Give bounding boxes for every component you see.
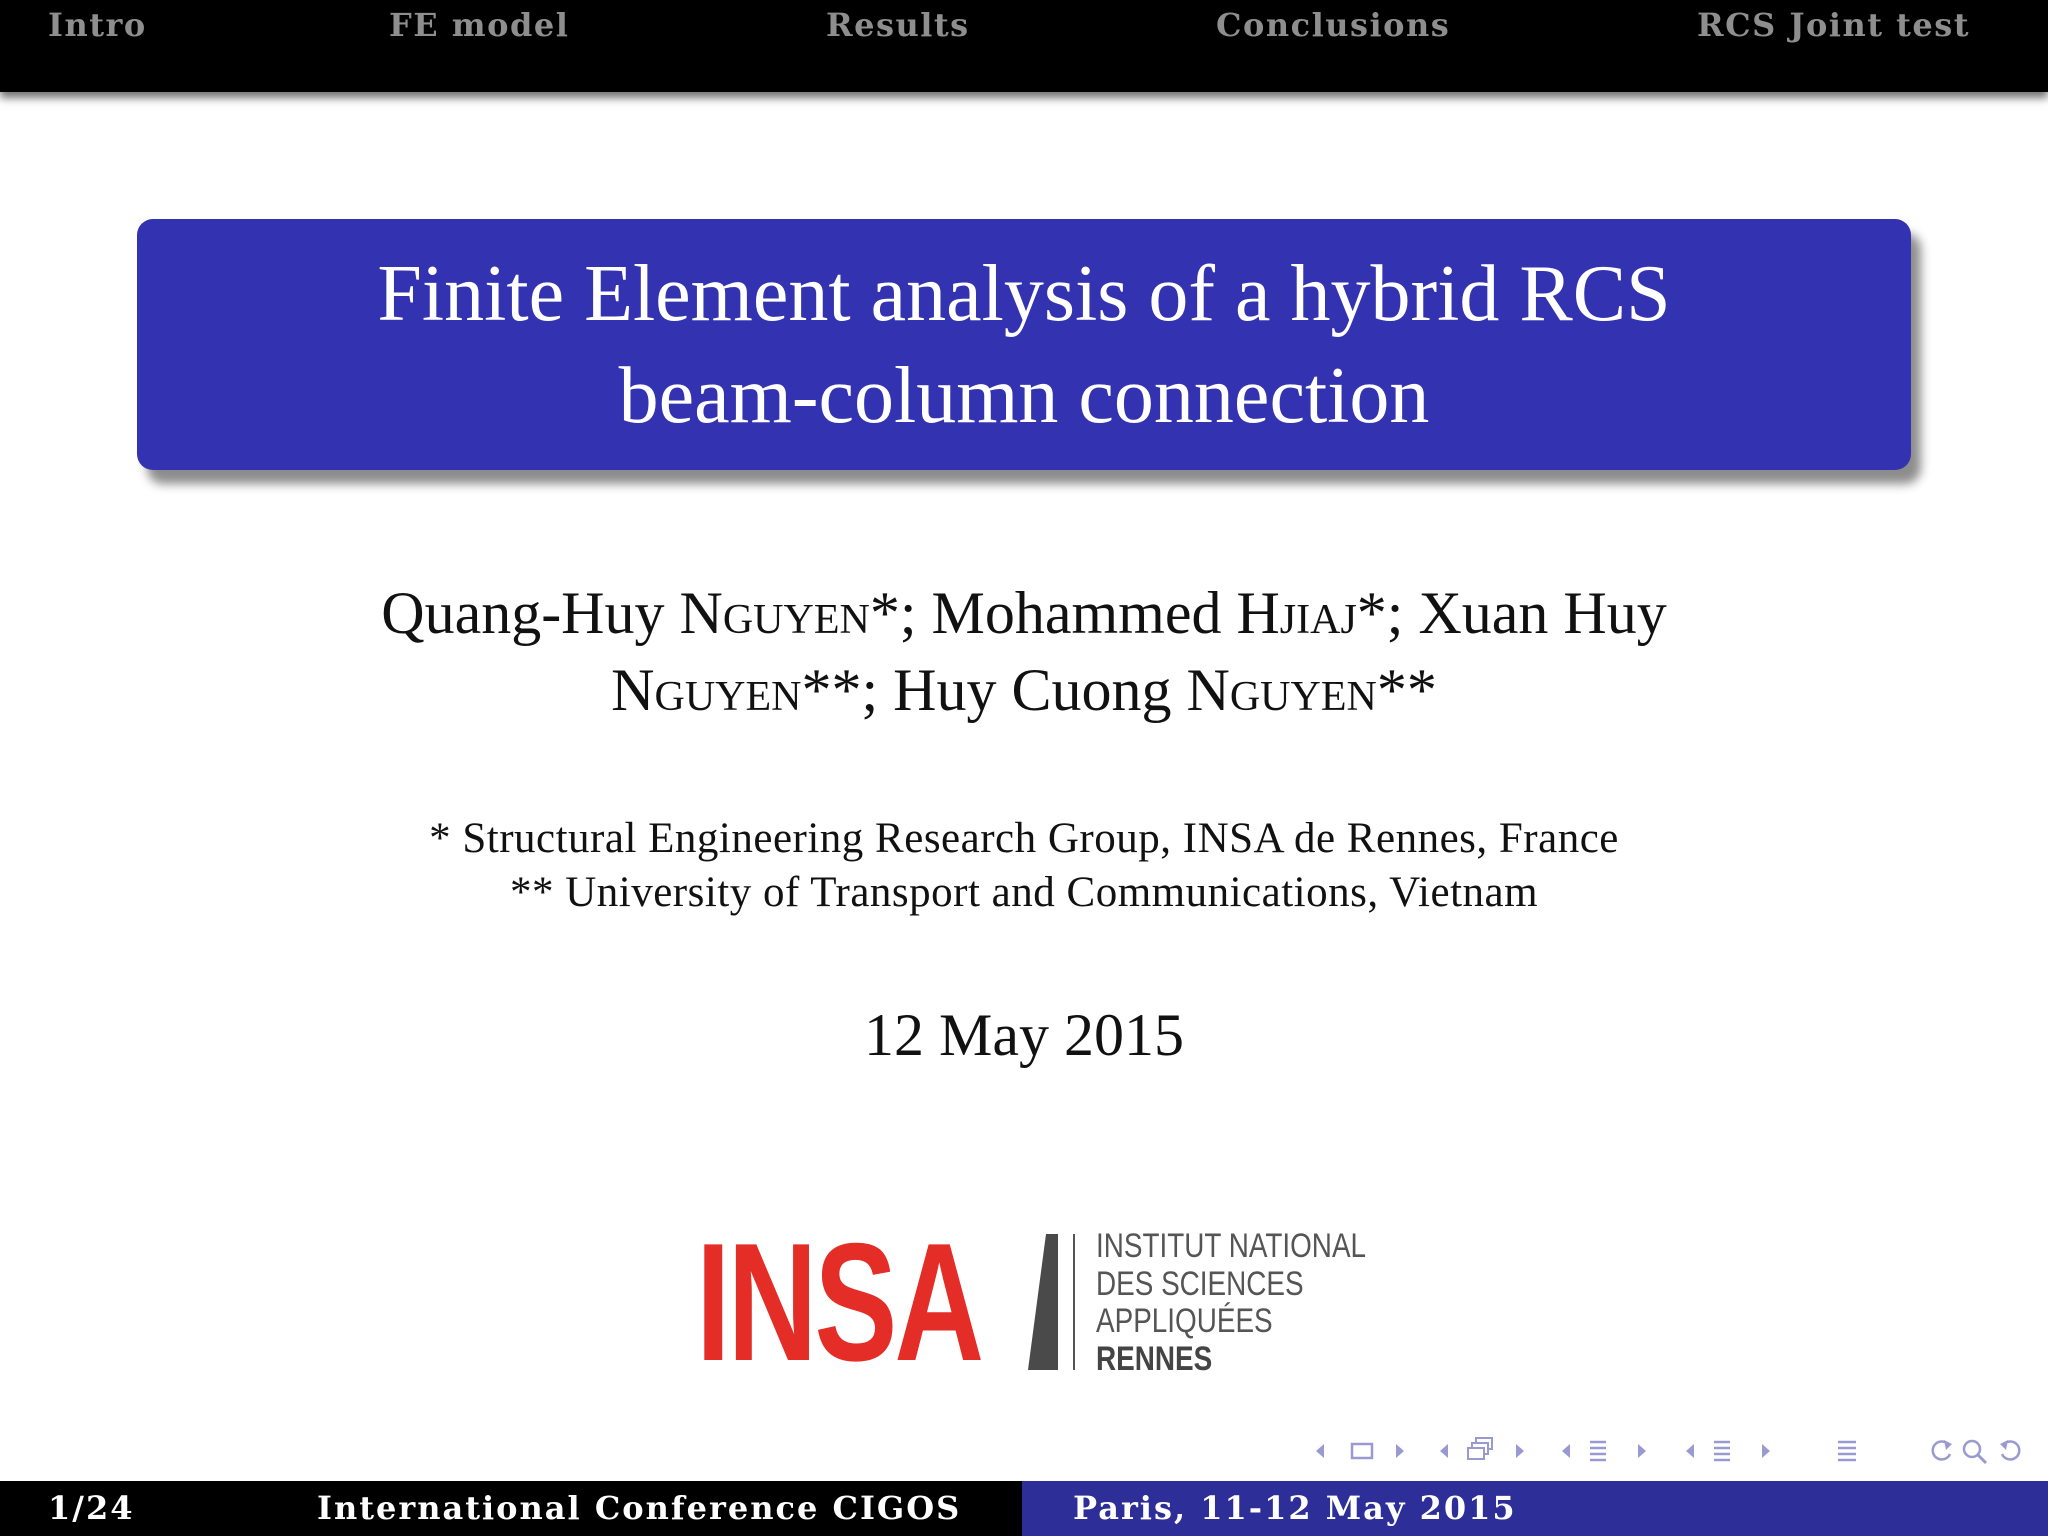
- nav-item-rcs-joint-test[interactable]: RCS Joint test: [1697, 6, 1971, 44]
- title-box: [137, 219, 1911, 470]
- section-navigation-bar: [0, 0, 2048, 92]
- nav-item-fe-model[interactable]: FE model: [389, 6, 570, 44]
- author-3-given: Xuan Huy: [1418, 580, 1667, 646]
- logo-line-4: RENNES: [1096, 1339, 1213, 1378]
- title-line-1: Finite Element analysis of a hybrid RCS: [377, 249, 1671, 338]
- author-2-mark: *;: [1356, 580, 1404, 646]
- author-line-1: [0, 575, 2048, 652]
- author-1-given: Quang-Huy: [381, 580, 665, 646]
- frame-prev-icon[interactable]: [1310, 1434, 1330, 1468]
- author-3-family: Nguyen: [611, 657, 802, 723]
- section-icon[interactable]: [1584, 1434, 1614, 1468]
- nav-item-results[interactable]: Results: [826, 6, 970, 44]
- redo-icon[interactable]: [1994, 1434, 2028, 1468]
- logo-wordmark: INSA: [696, 1208, 982, 1396]
- author-1-family: Nguyen: [679, 580, 870, 646]
- frame-icon[interactable]: [1348, 1434, 1378, 1468]
- nav-item-intro[interactable]: Intro: [48, 6, 147, 44]
- frame-next-icon[interactable]: [1390, 1434, 1410, 1468]
- logo-slash-shape: [1028, 1234, 1058, 1370]
- logo-line-3: APPLIQUÉES: [1096, 1302, 1273, 1340]
- page-number: 1/24: [48, 1489, 135, 1527]
- author-4-family: Nguyen: [1186, 657, 1377, 723]
- logo-line-2: DES SCIENCES: [1096, 1264, 1304, 1303]
- nav-item-conclusions[interactable]: Conclusions: [1216, 6, 1451, 44]
- conference-name: International Conference CIGOS: [317, 1489, 962, 1527]
- affiliations: [0, 812, 2048, 920]
- subsection-icon[interactable]: [1462, 1434, 1502, 1468]
- title-line-2: beam-column connection: [618, 351, 1430, 440]
- subsubsection-prev-icon[interactable]: [1680, 1434, 1700, 1468]
- logo-line-1: INSTITUT NATIONAL: [1096, 1227, 1367, 1265]
- affiliation-1: * Structural Engineering Research Group, INSA de Rennes, France: [429, 815, 1619, 862]
- author-line-2: [0, 652, 2048, 729]
- section-prev-icon[interactable]: [1556, 1434, 1576, 1468]
- logo-text: [1096, 1228, 1366, 1378]
- section-next-icon[interactable]: [1632, 1434, 1652, 1468]
- conference-place-date: Paris, 11-12 May 2015: [1073, 1489, 1517, 1527]
- toc-icon[interactable]: [1834, 1434, 1864, 1468]
- subsection-prev-icon[interactable]: [1434, 1434, 1454, 1468]
- author-4-given: Huy Cuong: [893, 657, 1172, 723]
- insa-rennes-logo: [696, 1208, 1367, 1396]
- author-4-mark: **: [1376, 657, 1437, 723]
- subsubsection-icon[interactable]: [1708, 1434, 1738, 1468]
- author-1-mark: *;: [869, 580, 917, 646]
- beamer-navigation-symbols: [1310, 1434, 2040, 1468]
- author-2-given: Mohammed: [931, 580, 1222, 646]
- author-list: [0, 575, 2048, 729]
- subsection-next-icon[interactable]: [1510, 1434, 1530, 1468]
- search-icon[interactable]: [1958, 1434, 1992, 1468]
- author-3-mark: **;: [801, 657, 879, 723]
- affiliation-2: ** University of Transport and Communications, Vietnam: [509, 869, 1539, 916]
- footer-bar: [0, 1481, 2048, 1536]
- presentation-date: 12 May 2015: [864, 1002, 1184, 1068]
- undo-icon[interactable]: [1924, 1434, 1958, 1468]
- subsubsection-next-icon[interactable]: [1756, 1434, 1776, 1468]
- logo-divider: [1073, 1234, 1075, 1370]
- author-2-family: Hjiaj: [1236, 580, 1357, 646]
